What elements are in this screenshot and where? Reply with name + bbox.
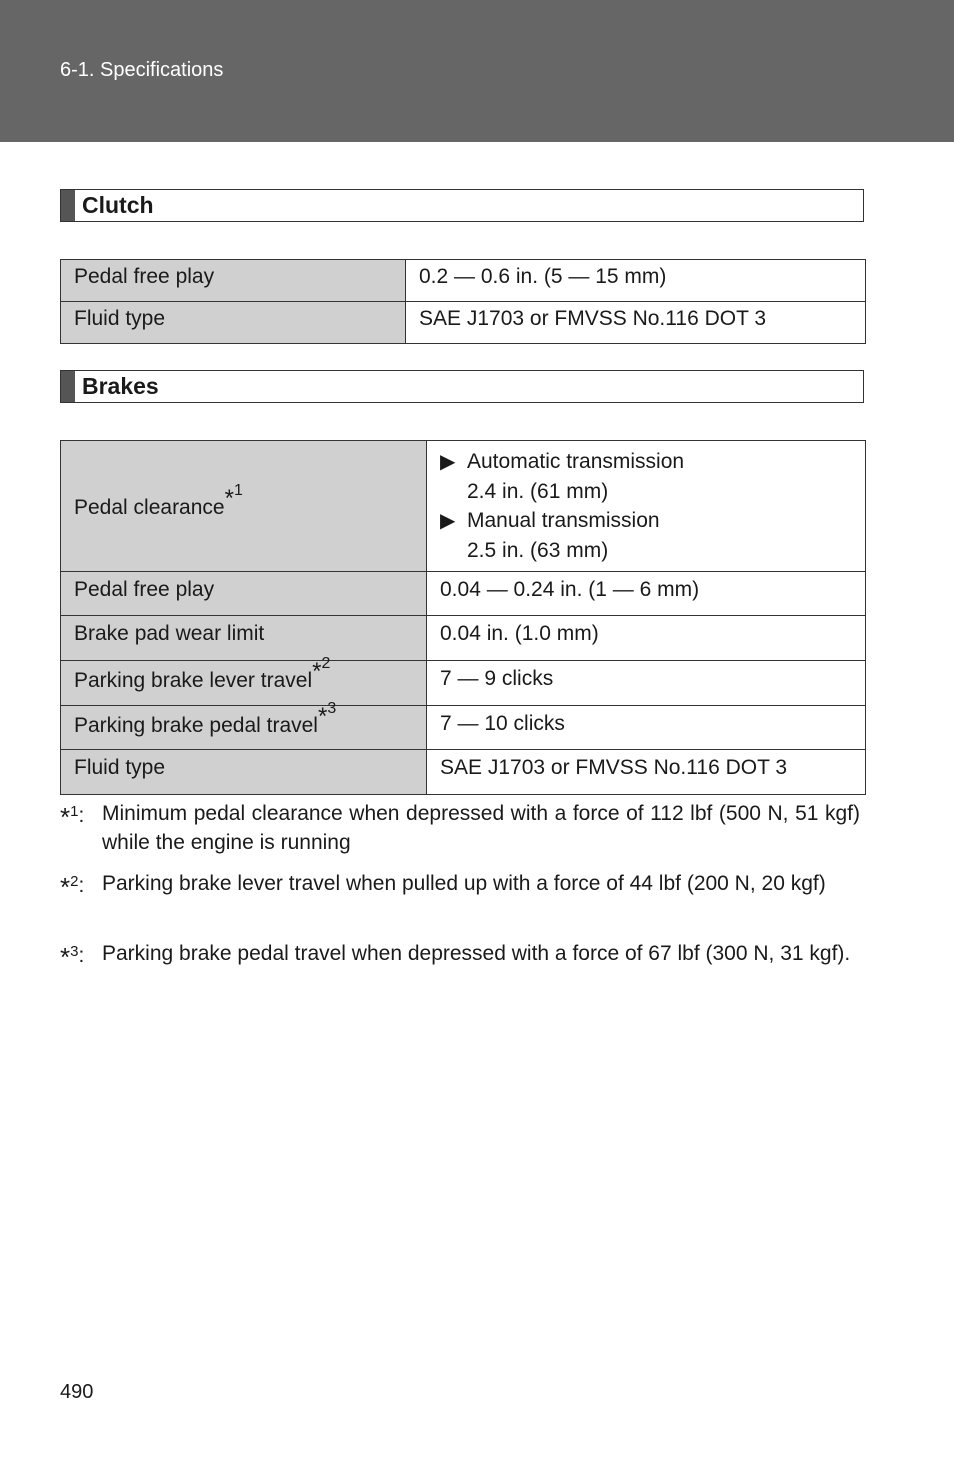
row-value: 0.04 — 0.24 in. (1 — 6 mm)	[427, 572, 866, 616]
footnote-text: Parking brake pedal travel when depressed with a force of 67 lbf (300 N, 31 kgf).	[102, 942, 851, 965]
clutch-section-title	[60, 189, 864, 222]
row-value: 7 — 10 clicks	[427, 706, 866, 750]
table-row	[61, 260, 866, 302]
row-label: Parking brake lever travel$^{*^2}$	[61, 661, 427, 706]
manual-transmission-value: 2.5 in. (63 mm)	[467, 539, 609, 562]
footnote-marker: *2	[312, 655, 331, 685]
row-value: SAE J1703 or FMVSS No.116 DOT 3	[406, 302, 866, 344]
table-row	[61, 302, 866, 344]
row-label	[61, 441, 427, 572]
footnote-marker: *$^3$:	[60, 942, 85, 972]
auto-transmission-label: Automatic transmission	[467, 450, 685, 473]
pedal-clearance-label: Pedal clearance	[74, 495, 225, 519]
footnote	[60, 869, 860, 902]
footnote-marker: *$^1$:	[60, 802, 85, 832]
table-row	[61, 441, 866, 572]
page-number: 490	[60, 1381, 94, 1403]
brakes-table	[60, 440, 866, 795]
brakes-section-title	[60, 370, 864, 403]
row-value	[427, 441, 866, 572]
table-row	[61, 750, 866, 795]
clutch-title: Clutch	[82, 192, 154, 218]
table-row	[61, 572, 866, 616]
footnote-text: Parking brake lever travel when pulled up with a force of 44 lbf (200 N, 20 kgf)	[102, 872, 826, 895]
page-header	[0, 0, 954, 142]
footnote-marker: *3	[317, 700, 337, 730]
row-label: Parking brake pedal travel$^{*^3}$	[61, 706, 427, 750]
footnote-marker: *$^2$:	[60, 872, 85, 902]
section-marker	[61, 190, 75, 221]
row-label: Fluid type	[61, 750, 427, 795]
manual-transmission-label: Manual transmission	[467, 509, 660, 532]
row-value: 0.04 in. (1.0 mm)	[427, 616, 866, 661]
table-row	[61, 661, 866, 706]
footnote-marker: *1	[224, 481, 243, 512]
footnote	[60, 939, 860, 972]
footnote-text: Minimum pedal clearance when depressed with a force of 112 lbf (500 N, 51 kgf) while the engine is running	[102, 802, 860, 854]
table-row	[61, 706, 866, 750]
triangle-right-icon: ▶	[440, 510, 456, 532]
row-label: Brake pad wear limit	[61, 616, 427, 661]
auto-transmission-value: 2.4 in. (61 mm)	[467, 480, 609, 503]
row-label: Pedal free play	[61, 260, 406, 302]
table-row	[61, 616, 866, 661]
row-value: SAE J1703 or FMVSS No.116 DOT 3	[427, 750, 866, 795]
clutch-table	[60, 259, 866, 344]
row-label: Fluid type	[61, 302, 406, 344]
footnote	[60, 799, 860, 857]
row-value: 0.2 — 0.6 in. (5 — 15 mm)	[406, 260, 866, 302]
row-label: Pedal free play	[61, 572, 427, 616]
row-value: 7 — 9 clicks	[427, 661, 866, 706]
brakes-title: Brakes	[82, 373, 159, 399]
breadcrumb: 6-1. Specifications	[60, 59, 224, 81]
section-marker	[61, 371, 75, 402]
triangle-right-icon: ▶	[440, 451, 456, 473]
